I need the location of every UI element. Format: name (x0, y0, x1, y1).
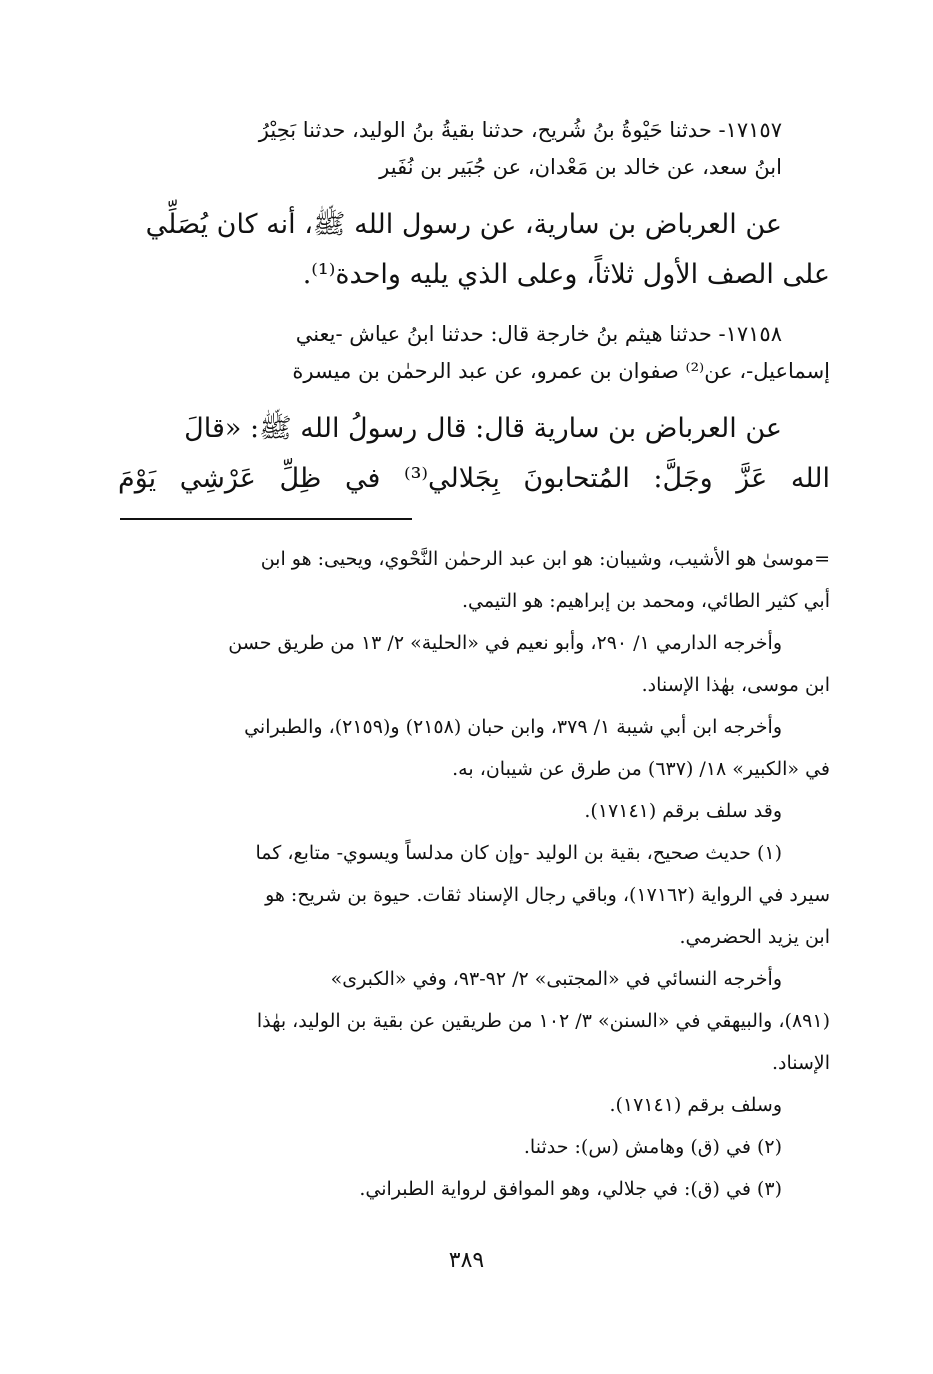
footnote-line: وأخرجه الدارمي ١/ ٢٩٠، وأبو نعيم في «الحلية» ٢/ ١٣ من طريق حسن (228, 632, 782, 654)
isnad-line: ١٧١٥٨- حدثنا هيثم بنُ خارجة قال: حدثنا ابنُ عياش -يعني (295, 322, 782, 346)
hadith-17158-matn (118, 404, 830, 504)
footnote-line: وسلف برقم (١٧١٤١). (609, 1094, 782, 1116)
footnote-block (118, 1168, 830, 1210)
matn-line: على الصف الأول ثلاثاً، وعلى الذي يليه واحدة⁽¹⁾. (302, 259, 830, 290)
footnote-block (118, 790, 830, 832)
footnote-line: (١) حديث صحيح، بقية بن الوليد -وإن كان مدلساً ويسوي- متابع، كما (255, 842, 782, 864)
footnote-line: سيرد في الرواية (١٧١٦٢)، وباقي رجال الإسناد ثقات. حيوة بن شريح: هو (265, 884, 830, 906)
footnote-separator (120, 518, 412, 520)
footnote-block (118, 958, 830, 1084)
footnote-line: ابن موسى، بهٰذا الإسناد. (641, 674, 830, 696)
isnad-line: إسماعيل-، عن⁽²⁾ صفوان بن عمرو، عن عبد الرحمٰن بن ميسرة (292, 359, 830, 383)
footnote-line: أبي كثير الطائي، ومحمد بن إبراهيم: هو التيمي. (461, 590, 830, 612)
footnote-line: وأخرجه ابن أبي شيبة ١/ ٣٧٩، وابن حبان (٢١٥٨) و(٢١٥٩)، والطبراني (244, 716, 782, 738)
footnote-block (118, 538, 830, 622)
footnote-block (118, 1126, 830, 1168)
footnote-line: ابن يزيد الحضرمي. (679, 926, 830, 948)
hadith-17157-matn (118, 200, 830, 300)
matn-line: عن العرباض بن سارية قال: قال رسولُ الله ﷺ: «قالَ (184, 413, 782, 444)
footnote-line: (٨٩١)، والبيهقي في «السنن» ٣/ ١٠٢ من طريقين عن بقية بن الوليد، بهٰذا (256, 1010, 830, 1032)
footnote-block (118, 706, 830, 790)
footnote-line: في «الكبير» ١٨/ (٦٣٧) من طرق عن شيبان، به. (452, 758, 830, 780)
footnote-line: (٣) في (ق): في جلالي، وهو الموافق لرواية الطبراني. (359, 1178, 782, 1200)
matn-line: عن العرباض بن سارية، عن رسول الله ﷺ، أنه كان يُصَلِّي (145, 209, 782, 240)
footnote-line: =موسىٰ هو الأشيب، وشيبان: هو ابن عبد الرحمٰن النَّحْوي، ويحيى: هو ابن (260, 548, 830, 570)
page-body (118, 112, 830, 1210)
footnote-line: الإسناد. (771, 1052, 830, 1074)
footnotes (118, 538, 830, 1210)
matn-line: الله عَزَّ وجَلَّ: المُتحابونَ بِجَلالي⁽³⁾ في ظِلِّ عَرْشِي يَوْمَ (118, 463, 830, 494)
hadith-17157-isnad (118, 112, 830, 186)
footnote-block (118, 832, 830, 958)
footnote-line: وأخرجه النسائي في «المجتبى» ٢/ ٩٢-٩٣، وفي «الكبرى» (330, 968, 782, 990)
isnad-line: ابنُ سعد، عن خالد بن مَعْدان، عن جُبَير بن نُفَير (379, 155, 782, 179)
footnote-block (118, 622, 830, 706)
footnote-line: وقد سلف برقم (١٧١٤١). (584, 800, 782, 822)
footnote-block (118, 1084, 830, 1126)
footnote-line: (٢) في (ق) وهامش (س): حدثنا. (523, 1136, 782, 1158)
hadith-17158-isnad (118, 316, 830, 390)
page-number: ٣٨٩ (448, 1248, 485, 1273)
isnad-line: ١٧١٥٧- حدثنا حَيْوةُ بنُ شُريح، حدثنا بقيةُ بنُ الوليد، حدثنا بَحِيْرُ (258, 118, 782, 142)
